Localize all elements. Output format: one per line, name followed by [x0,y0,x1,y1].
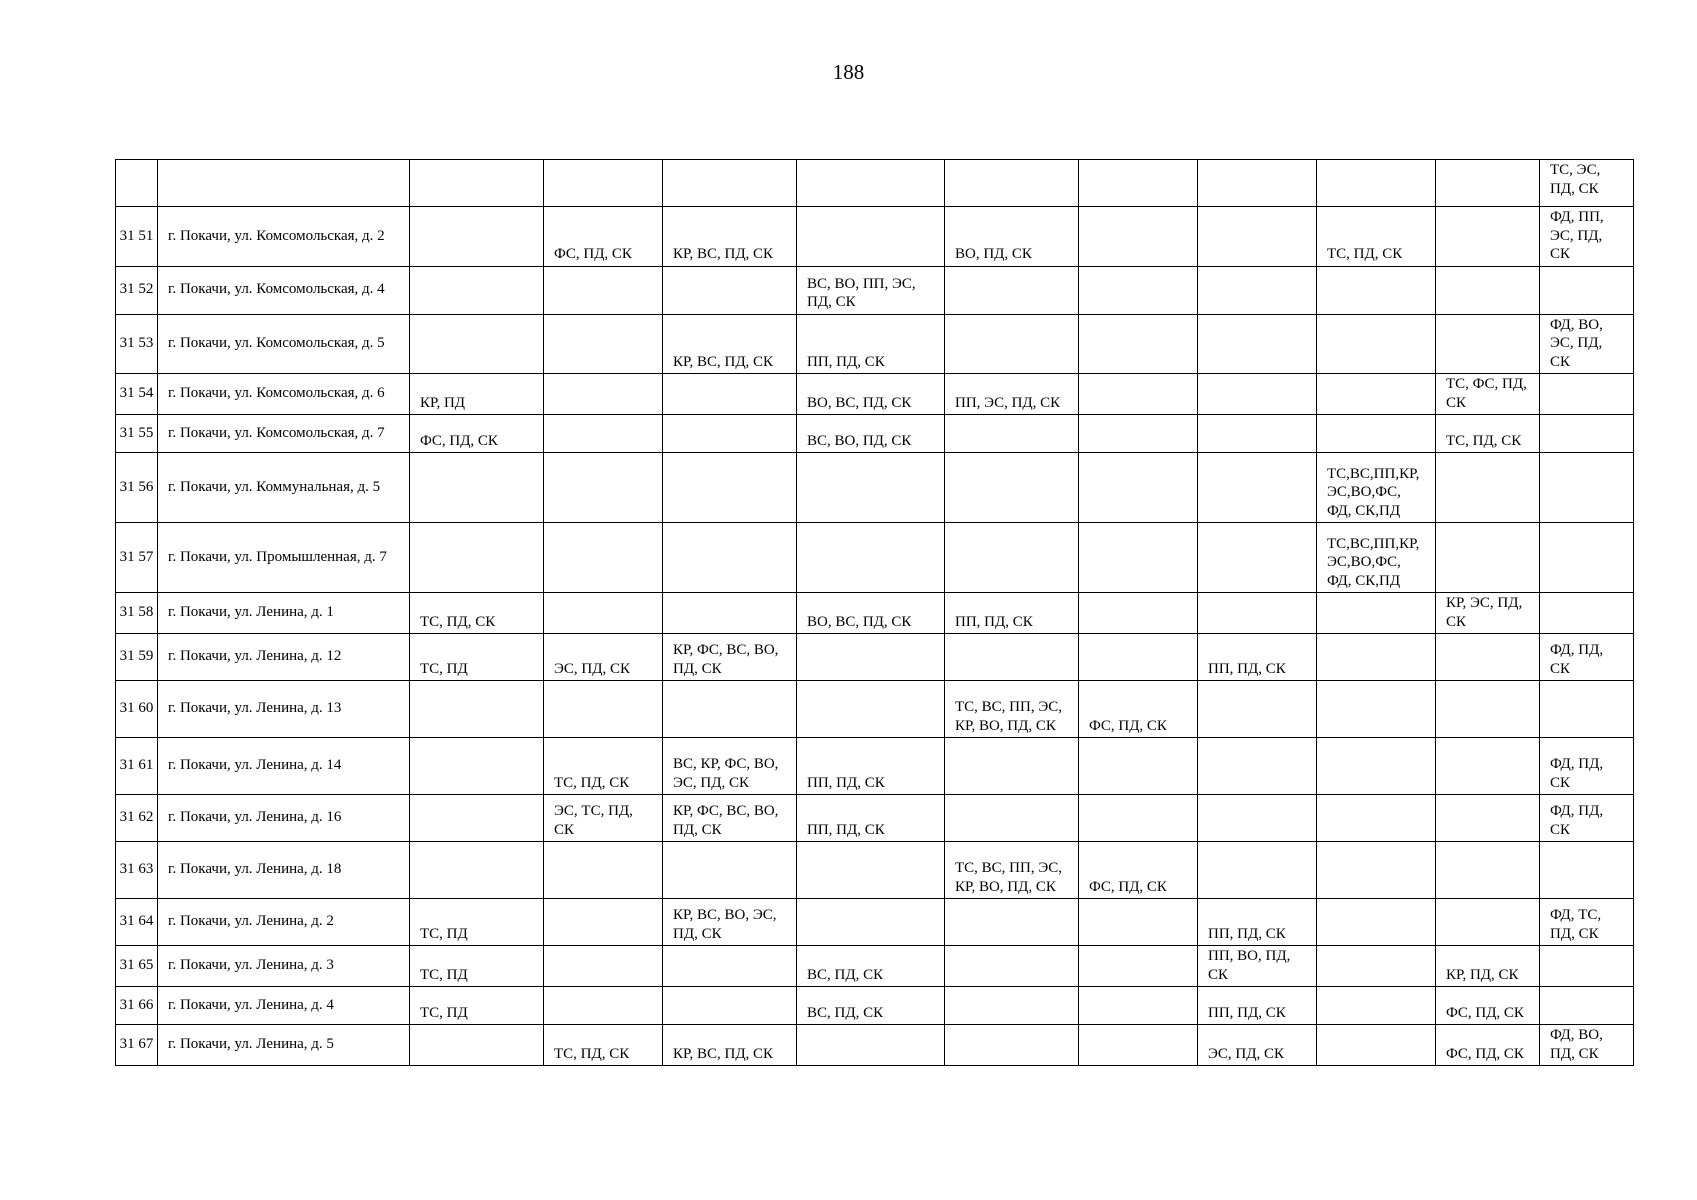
work-type-cell: ПП, ПД, СК [797,738,945,795]
address-cell: г. Покачи, ул. Ленина, д. 16 [158,795,410,842]
row-number-cell: 31 66 [116,987,158,1025]
table-row [116,160,1634,207]
table-row [116,374,1634,415]
work-type-cell: КР, ВС, ПД, СК [663,314,797,374]
work-type-cell [1317,314,1436,374]
work-type-cell [1540,266,1634,314]
table-body [116,160,1634,1066]
work-type-cell [1079,987,1198,1025]
work-type-cell [1079,946,1198,987]
work-type-cell: КР, ПД, СК [1436,946,1540,987]
work-type-cell [1079,738,1198,795]
work-type-cell: ПП, ЭС, ПД, СК [945,374,1079,415]
address-cell: г. Покачи, ул. Комсомольская, д. 4 [158,266,410,314]
work-type-cell [544,160,663,207]
work-type-cell [544,946,663,987]
row-number-cell: 31 52 [116,266,158,314]
table-row [116,453,1634,523]
work-type-cell [1436,795,1540,842]
row-number-cell: 31 59 [116,634,158,681]
work-type-cell [410,738,544,795]
table-row [116,946,1634,987]
work-type-cell [544,593,663,634]
work-type-cell: ФД, ПД, СК [1540,738,1634,795]
work-type-cell: ПП, ПД, СК [1198,899,1317,946]
work-type-cell [663,946,797,987]
work-type-cell [1317,738,1436,795]
work-type-cell: ПП, ПД, СК [797,314,945,374]
address-cell: г. Покачи, ул. Ленина, д. 3 [158,946,410,987]
work-type-cell: ТС, ПД [410,634,544,681]
table-row [116,266,1634,314]
work-type-cell [797,523,945,593]
work-type-cell [663,266,797,314]
work-type-cell: ВО, ПД, СК [945,207,1079,267]
work-type-cell: ТС, ПД [410,987,544,1025]
work-type-cell [945,987,1079,1025]
work-type-cell [1436,738,1540,795]
work-type-cell: ФС, ПД, СК [1436,987,1540,1025]
work-type-cell [1079,523,1198,593]
work-type-cell: ВС, ПД, СК [797,987,945,1025]
work-type-cell: ТС,ВС,ПП,КР,ЭС,ВО,ФС, ФД, СК,ПД [1317,453,1436,523]
table-row [116,795,1634,842]
work-type-cell: ПП, ПД, СК [797,795,945,842]
work-type-cell: ЭС, ПД, СК [1198,1025,1317,1066]
work-type-cell [1079,415,1198,453]
work-type-cell: ТС, ПД, СК [410,593,544,634]
work-type-cell [945,946,1079,987]
work-type-cell: КР, ПД [410,374,544,415]
work-type-cell: ФД, ТС, ПД, СК [1540,899,1634,946]
work-type-cell [410,523,544,593]
work-type-cell [1317,374,1436,415]
work-type-cell: ФС, ПД, СК [1436,1025,1540,1066]
work-type-cell [1540,681,1634,738]
work-type-cell [1317,946,1436,987]
work-type-cell [544,899,663,946]
work-type-cell [1317,842,1436,899]
work-type-cell: КР, ЭС, ПД, СК [1436,593,1540,634]
work-type-cell [797,160,945,207]
table-row [116,1025,1634,1066]
work-type-cell [1540,523,1634,593]
work-type-cell [797,681,945,738]
address-cell: г. Покачи, ул. Комсомольская, д. 2 [158,207,410,267]
table-row [116,314,1634,374]
row-number-cell: 31 53 [116,314,158,374]
work-type-cell [945,523,1079,593]
table-row [116,738,1634,795]
work-type-cell [1317,899,1436,946]
work-type-cell: ФД, ПД, СК [1540,795,1634,842]
work-type-cell [1079,160,1198,207]
work-type-cell [1540,842,1634,899]
work-type-cell [945,160,1079,207]
work-type-cell: ПП, ПД, СК [945,593,1079,634]
work-type-cell [410,795,544,842]
address-cell: г. Покачи, ул. Ленина, д. 12 [158,634,410,681]
work-type-cell [1436,160,1540,207]
work-type-cell [1198,266,1317,314]
work-type-cell [1079,899,1198,946]
work-type-cell [544,314,663,374]
work-type-cell [1317,1025,1436,1066]
row-number-cell: 31 63 [116,842,158,899]
row-number-cell: 31 60 [116,681,158,738]
work-type-cell [1198,314,1317,374]
address-cell: г. Покачи, ул. Ленина, д. 18 [158,842,410,899]
work-type-cell [1198,681,1317,738]
work-type-cell: ФС, ПД, СК [410,415,544,453]
work-type-cell [1198,207,1317,267]
table-row [116,681,1634,738]
work-type-cell [1198,160,1317,207]
work-type-cell [1540,593,1634,634]
work-type-cell [1540,453,1634,523]
work-type-cell [544,681,663,738]
work-type-cell [1079,795,1198,842]
work-type-cell [663,453,797,523]
work-type-cell [1198,842,1317,899]
work-type-cell [1317,795,1436,842]
work-type-cell: ВС, КР, ФС, ВО, ЭС, ПД, СК [663,738,797,795]
address-cell: г. Покачи, ул. Ленина, д. 14 [158,738,410,795]
page-number: 188 [832,60,865,84]
row-number-cell: 31 56 [116,453,158,523]
work-type-cell [1317,266,1436,314]
work-type-cell [544,987,663,1025]
work-type-cell: ТС, ПД, СК [544,738,663,795]
work-type-cell [410,1025,544,1066]
work-type-cell [1198,738,1317,795]
work-type-cell [945,738,1079,795]
row-number-cell: 31 65 [116,946,158,987]
work-type-cell [1079,314,1198,374]
work-type-cell: ЭС, ПД, СК [544,634,663,681]
address-cell: г. Покачи, ул. Ленина, д. 2 [158,899,410,946]
table-row [116,415,1634,453]
table-row [116,593,1634,634]
row-number-cell: 31 55 [116,415,158,453]
work-type-cell [544,842,663,899]
work-type-cell [1436,634,1540,681]
work-type-cell [1079,207,1198,267]
work-type-cell [945,1025,1079,1066]
work-type-cell [945,266,1079,314]
work-type-cell: ФД, ПП, ЭС, ПД, СК [1540,207,1634,267]
address-cell: г. Покачи, ул. Ленина, д. 4 [158,987,410,1025]
work-type-cell [544,453,663,523]
address-cell: г. Покачи, ул. Ленина, д. 13 [158,681,410,738]
work-type-cell [945,795,1079,842]
work-type-cell: ФС, ПД, СК [544,207,663,267]
work-type-cell [1079,593,1198,634]
work-type-cell: ТС,ВС,ПП,КР,ЭС,ВО,ФС, ФД, СК,ПД [1317,523,1436,593]
work-type-cell [1317,593,1436,634]
work-type-cell: ТС, ВС, ПП, ЭС, КР, ВО, ПД, СК [945,681,1079,738]
work-type-cell [1540,415,1634,453]
work-type-cell [1540,987,1634,1025]
work-type-cell: ФД, ПД, СК [1540,634,1634,681]
work-type-cell: ТС, ПД, СК [1436,415,1540,453]
work-type-cell [544,523,663,593]
work-type-cell [1198,415,1317,453]
work-type-cell [1436,207,1540,267]
work-type-cell [663,842,797,899]
work-type-cell [1079,374,1198,415]
work-type-cell [544,374,663,415]
work-type-cell [1198,453,1317,523]
table-row [116,842,1634,899]
work-type-cell [1079,1025,1198,1066]
work-type-cell [1436,453,1540,523]
work-type-cell [410,453,544,523]
row-number-cell: 31 57 [116,523,158,593]
work-type-cell [410,314,544,374]
work-type-cell: ФС, ПД, СК [1079,842,1198,899]
work-type-cell [1540,946,1634,987]
table-row [116,987,1634,1025]
work-type-cell [1198,374,1317,415]
row-number-cell: 31 51 [116,207,158,267]
work-type-cell [797,207,945,267]
work-type-cell: ПП, ВО, ПД, СК [1198,946,1317,987]
work-type-cell [410,842,544,899]
work-type-cell [663,987,797,1025]
work-type-cell [797,899,945,946]
row-number-cell: 31 67 [116,1025,158,1066]
work-type-cell: ТС, ПД, СК [544,1025,663,1066]
work-type-cell [945,453,1079,523]
work-type-cell: ВС, ВО, ПД, СК [797,415,945,453]
work-type-cell [1317,415,1436,453]
work-type-cell [663,160,797,207]
work-type-cell [663,374,797,415]
work-type-cell [663,593,797,634]
work-type-cell [1436,266,1540,314]
work-type-cell [797,453,945,523]
work-type-cell: ТС, ВС, ПП, ЭС, КР, ВО, ПД, СК [945,842,1079,899]
work-type-cell: ТС, ПД, СК [1317,207,1436,267]
work-type-cell [663,415,797,453]
work-type-cell [1540,374,1634,415]
work-type-cell [1436,314,1540,374]
row-number-cell [116,160,158,207]
work-type-cell [410,266,544,314]
work-type-cell [1079,634,1198,681]
work-type-cell: ФС, ПД, СК [1079,681,1198,738]
work-type-cell [797,842,945,899]
work-type-cell [945,899,1079,946]
work-type-cell [1436,681,1540,738]
address-cell: г. Покачи, ул. Комсомольская, д. 6 [158,374,410,415]
work-type-cell: ФД, ВО, ЭС, ПД, СК [1540,314,1634,374]
address-cell: г. Покачи, ул. Комсомольская, д. 7 [158,415,410,453]
repair-schedule-table [115,159,1634,1066]
table-row [116,634,1634,681]
work-type-cell: ЭС, ТС, ПД, СК [544,795,663,842]
work-type-cell: ПП, ПД, СК [1198,634,1317,681]
work-type-cell [663,681,797,738]
work-type-cell: ТС, ЭС, ПД, СК [1540,160,1634,207]
work-type-cell [410,160,544,207]
work-type-cell [1436,842,1540,899]
work-type-cell [1317,634,1436,681]
work-type-cell [1436,523,1540,593]
work-type-cell: ВО, ВС, ПД, СК [797,374,945,415]
work-type-cell: ФД, ВО, ПД, СК [1540,1025,1634,1066]
work-type-cell [544,415,663,453]
address-cell: г. Покачи, ул. Комсомольская, д. 5 [158,314,410,374]
work-type-cell [663,523,797,593]
work-type-cell [1079,453,1198,523]
table-row [116,207,1634,267]
work-type-cell: ТС, ФС, ПД, СК [1436,374,1540,415]
work-type-cell [1198,593,1317,634]
work-type-cell [1436,899,1540,946]
work-type-cell [410,681,544,738]
work-type-cell [945,634,1079,681]
work-type-cell: ВС, ВО, ПП, ЭС, ПД, СК [797,266,945,314]
row-number-cell: 31 54 [116,374,158,415]
work-type-cell: КР, ФС, ВС, ВО, ПД, СК [663,795,797,842]
work-type-cell [1317,160,1436,207]
work-type-cell: ТС, ПД [410,899,544,946]
work-type-cell: ВС, ПД, СК [797,946,945,987]
address-cell: г. Покачи, ул. Коммунальная, д. 5 [158,453,410,523]
table-row [116,899,1634,946]
work-type-cell [945,314,1079,374]
row-number-cell: 31 64 [116,899,158,946]
address-cell: г. Покачи, ул. Ленина, д. 1 [158,593,410,634]
work-type-cell [797,634,945,681]
work-type-cell [1198,795,1317,842]
row-number-cell: 31 58 [116,593,158,634]
address-cell: г. Покачи, ул. Промышленная, д. 7 [158,523,410,593]
work-type-cell [945,415,1079,453]
work-type-cell [544,266,663,314]
work-type-cell: КР, ФС, ВС, ВО, ПД, СК [663,634,797,681]
work-type-cell [1079,266,1198,314]
work-type-cell [1317,987,1436,1025]
work-type-cell: КР, ВС, ПД, СК [663,1025,797,1066]
row-number-cell: 31 62 [116,795,158,842]
work-type-cell: КР, ВС, ВО, ЭС, ПД, СК [663,899,797,946]
work-type-cell: ВО, ВС, ПД, СК [797,593,945,634]
table-row [116,523,1634,593]
work-type-cell: ПП, ПД, СК [1198,987,1317,1025]
work-type-cell [1317,681,1436,738]
address-cell [158,160,410,207]
address-cell: г. Покачи, ул. Ленина, д. 5 [158,1025,410,1066]
work-type-cell: КР, ВС, ПД, СК [663,207,797,267]
work-type-cell: ТС, ПД [410,946,544,987]
row-number-cell: 31 61 [116,738,158,795]
work-type-cell [797,1025,945,1066]
work-type-cell [410,207,544,267]
work-type-cell [1198,523,1317,593]
